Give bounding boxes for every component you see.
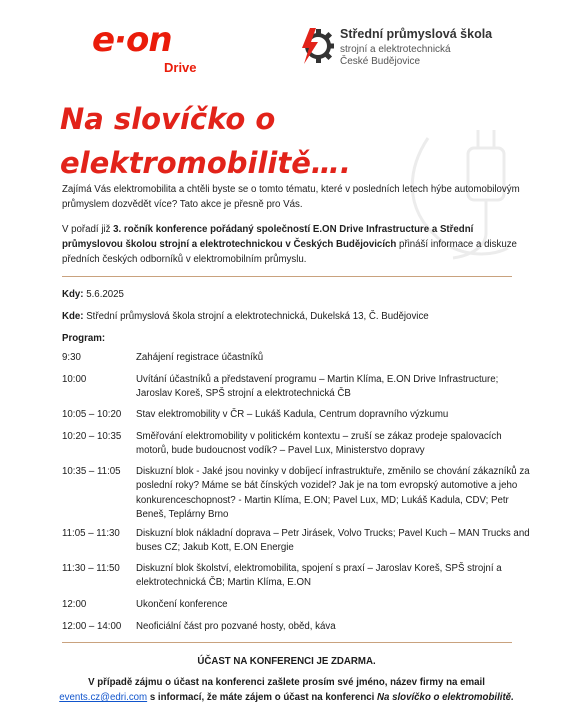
program-time: 12:00 (62, 599, 87, 610)
conference-bold: 3. ročník konference pořádaný společností E.ON Drive Infrastructure a Střední průmyslovou školou strojní a elektrotechnickou v Českých Budějovicích (62, 224, 474, 250)
program-time: 10:35 – 11:05 (62, 466, 121, 477)
when-label: Kdy: (62, 289, 84, 300)
program-desc: Zahájení registrace účastníků (136, 352, 264, 363)
program-desc: Ukončení konference (136, 599, 228, 610)
free-note: ÚČAST NA KONFERENCI JE ZDARMA. (197, 656, 376, 667)
where-line (62, 310, 429, 324)
program-time: 10:20 – 10:35 (62, 431, 122, 442)
program-time: 11:30 – 11:50 (62, 563, 120, 574)
school-subtitle-2: České Budějovice (340, 56, 421, 67)
program-time: 9:30 (62, 352, 81, 363)
eon-drive-logo (92, 22, 202, 82)
conference-pre: V pořadí již (62, 224, 114, 235)
divider-bottom (62, 642, 512, 643)
divider-top (62, 276, 512, 277)
eon-logo-drive: Drive (164, 60, 197, 75)
footer-event-name: Na slovíčko o elektromobilitě. (377, 692, 514, 703)
footer-line-2 (0, 691, 573, 705)
program-time: 12:00 – 14:00 (62, 621, 122, 632)
school-subtitle-1: strojní a elektrotechnická (340, 44, 451, 55)
program-label-text: Program: (62, 333, 106, 344)
footer-text: s informací, že máte zájem o účast na konferenci (147, 692, 378, 703)
intro-paragraph: Zajímá Vás elektromobilita a chtěli byste se o tomto tématu, které v posledních letech hýbe automobilovým průmyslem dozvědět více? Tato akce je přesně pro Vás. (62, 184, 520, 210)
school-name: Střední průmyslová škola (340, 27, 493, 41)
where-value: Střední průmyslová škola strojní a elektrotechnická, Dukelská 13, Č. Budějovice (83, 311, 429, 322)
program-desc: Směřování elektromobility v politickém kontextu – zruší se zákaz prodeje spalovacích motorů, bude budoucnost vodík? – Pavel Lux, Ministerstvo dopravy (136, 431, 502, 457)
eon-logo-text: e·on (92, 20, 172, 60)
when-value: 5.6.2025 (83, 289, 124, 300)
school-logo (298, 26, 528, 70)
program-desc: Diskuzní blok - Jaké jsou novinky v dobíjecí infrastruktuře, změnilo se chování zákazníků za poslední roky? Máme se bát čínských vozidel? Jak je na tom evropský automotive a jeho konkurenceschopnost? - Martin Klíma, E.ON; Pavel Lux, MD; Lukáš Kadula, CDV; Petr Beneš, Teplárny Brno (136, 466, 530, 521)
title-line-2: elektromobilitě…. (60, 146, 351, 180)
program-desc: Diskuzní blok nákladní doprava – Petr Jirásek, Volvo Trucks; Pavel Kuch – MAN Trucks and buses CZ; Jakub Kott, E.ON Energie (136, 528, 530, 554)
page-title (60, 97, 351, 185)
gear-lightning-icon (298, 26, 334, 66)
program-time: 10:05 – 10:20 (62, 409, 122, 420)
program-time: 10:00 (62, 374, 87, 385)
title-line-1: Na slovíčko o (60, 102, 276, 136)
where-label: Kde: (62, 311, 84, 322)
program-desc: Neoficiální část pro pozvané hosty, oběd, káva (136, 621, 336, 632)
conference-paragraph (62, 222, 532, 267)
program-label (62, 332, 105, 346)
program-time: 11:05 – 11:30 (62, 528, 120, 539)
footer-line-1: V případě zájmu o účast na konferenci zašlete prosím své jméno, název firmy na email (88, 677, 485, 688)
program-desc: Uvítání účastníků a představení programu – Martin Klíma, E.ON Drive Infrastructure; Jaroslav Koreš, SPŠ strojní a elektrotechnická ČB (136, 374, 499, 400)
email-link[interactable]: events.cz@edri.com (59, 692, 148, 703)
when-line (62, 288, 124, 302)
program-desc: Stav elektromobility v ČR – Lukáš Kadula, Centrum dopravního výzkumu (136, 409, 449, 420)
conference-post: přináší informace a diskuze předních českých odborníků v elektromobilním průmyslu. (62, 239, 517, 265)
program-desc: Diskuzní blok školství, elektromobilita, spojení s praxí – Jaroslav Koreš, SPŠ strojní a elektrotechnická ČB; Martin Klíma, E.ON (136, 563, 502, 589)
